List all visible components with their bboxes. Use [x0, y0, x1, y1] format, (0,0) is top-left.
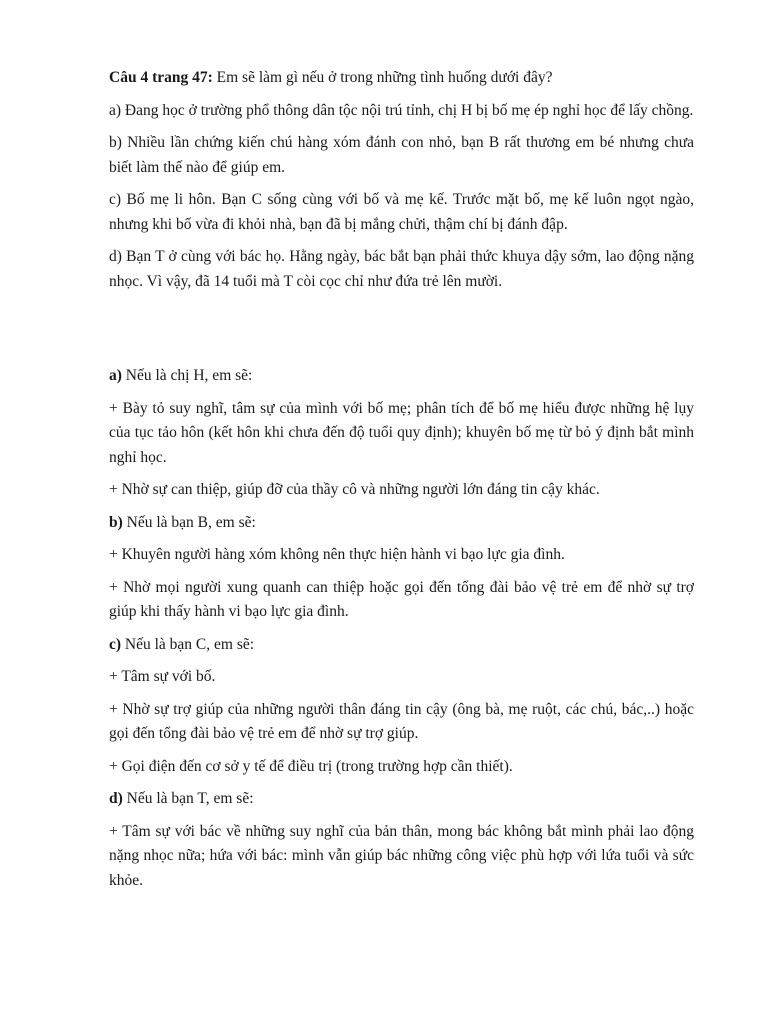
question-title: [109, 66, 694, 91]
question-label: Câu 4 trang 47:: [109, 69, 213, 86]
answer-c-heading: [109, 633, 694, 658]
question-item-b: b) Nhiều lần chứng kiến chú hàng xóm đánh con nhỏ, bạn B rất thương em bé nhưng chưa biết làm thế nào để giúp em.: [109, 134, 694, 176]
answer-b-heading-text: Nếu là bạn B, em sẽ:: [122, 513, 256, 531]
answer-c-point: + Gọi điện đến cơ sở y tế để điều trị (trong trường hợp cần thiết).: [109, 757, 513, 775]
section-gap: [109, 302, 694, 364]
answer-a-heading-text: Nếu là chị H, em sẽ:: [121, 367, 253, 384]
answer-b-point: + Khuyên người hàng xóm không nên thực hiện hành vi bạo lực gia đình.: [109, 546, 565, 563]
answer-a-heading: [109, 364, 694, 389]
question-text: Em sẽ làm gì nếu ở trong những tình huống dưới đây?: [212, 69, 553, 86]
answer-d-heading: [109, 787, 694, 812]
question-item-d: d) Bạn T ở cùng với bác họ. Hằng ngày, bác bắt bạn phải thức khuya dậy sớm, lao động nặng nhọc. Vì vậy, đã 14 tuổi mà T còi cọc chỉ như đứa trẻ lên mười.: [109, 248, 694, 290]
question-item-c: c) Bố mẹ li hôn. Bạn C sống cùng với bố và mẹ kế. Trước mặt bố, mẹ kế luôn ngọt ngào, nhưng khi bố vừa đi khỏi nhà, bạn đã bị mắng chửi, thậm chí bị đánh đập.: [109, 191, 694, 233]
answer-c-point: + Nhờ sự trợ giúp của những người thân đáng tin cậy (ông bà, mẹ ruột, các chú, bác,..) hoặc gọi đến tổng đài bảo vệ trẻ em để nhờ sự trợ giúp.: [109, 700, 694, 742]
answer-d-point: + Tâm sự với bác về những suy nghĩ của bản thân, mong bác không bắt mình phải lao động nặng nhọc nữa; hứa với bác: mình vẫn giúp bác những công việc phù hợp với lứa tuổi và sức khỏe.: [109, 822, 694, 889]
answer-b-heading: [109, 511, 694, 536]
answer-c-point: + Tâm sự với bố.: [109, 668, 216, 685]
answer-a-point: + Nhờ sự can thiệp, giúp đỡ của thầy cô và những người lớn đáng tin cậy khác.: [109, 481, 600, 498]
answer-c-heading-text: Nếu là bạn C, em sẽ:: [121, 635, 255, 653]
answer-b-label: b): [109, 513, 123, 531]
answer-a-label: a): [109, 367, 122, 384]
answer-d-label: d): [109, 790, 123, 807]
answer-d-heading-text: Nếu là bạn T, em sẽ:: [122, 790, 254, 807]
question-item-a: a) Đang học ở trường phổ thông dân tộc nội trú tỉnh, chị H bị bố mẹ ép nghỉ học để lấy chồng.: [109, 101, 694, 119]
answer-c-label: c): [109, 635, 122, 653]
answer-a-point: + Bày tỏ suy nghĩ, tâm sự của mình với bố mẹ; phân tích để bố mẹ hiểu được những hệ lụy của tục tảo hôn (kết hôn khi chưa đến độ tuổi quy định); khuyên bố mẹ từ bỏ ý định bắt mình nghỉ học.: [109, 399, 694, 466]
answer-b-point: + Nhờ mọi người xung quanh can thiệp hoặc gọi đến tổng đài bảo vệ trẻ em để nhờ sự trợ giúp khi thấy hành vi bạo lực gia đình.: [109, 578, 694, 620]
